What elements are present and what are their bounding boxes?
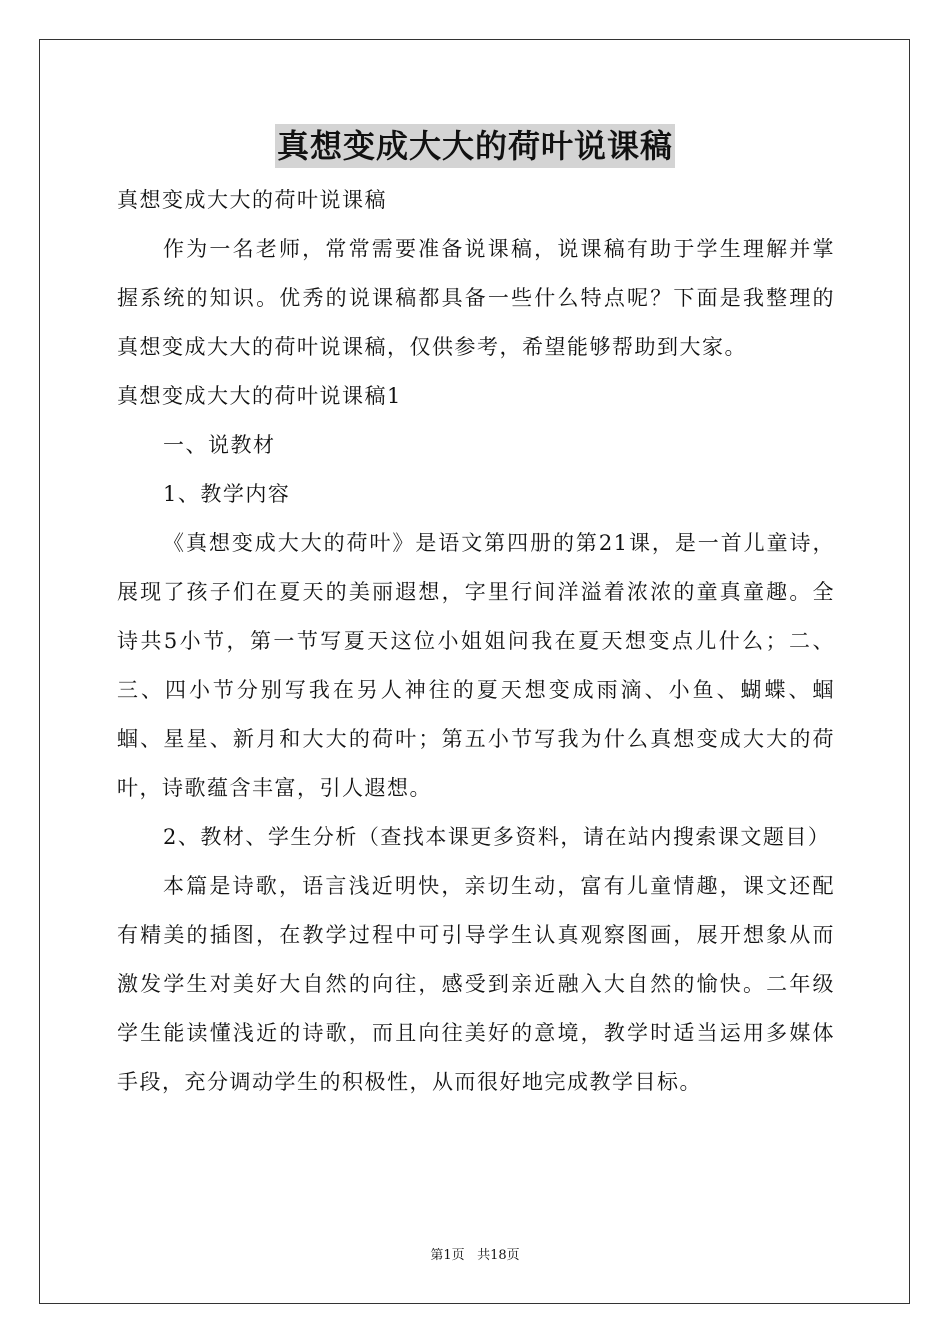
document-body: [117, 176, 835, 1107]
page-footer: [0, 1246, 950, 1266]
heading-teaching-content: 1、教学内容: [163, 482, 291, 506]
heading-material-analysis: 2、教材、学生分析（查找本课更多资料，请在站内搜索课文题目）: [163, 825, 831, 849]
paragraph-material-analysis: 本篇是诗歌，语言浅近明快，亲切生动，富有儿童情趣，课文还配有精美的插图，在教学过程中可引导学生认真观察图画，展开想象从而激发学生对美好大自然的向往，感受到亲近融入大自然的愉快。二年级学生能读懂浅近的诗歌，而且向往美好的意境，教学时适当运用多媒体手段，充分调动学生的积极性，从而很好地完成教学目标。: [117, 874, 835, 1094]
paragraph-subtitle: 真想变成大大的荷叶说课稿: [117, 188, 387, 212]
title-container: [0, 124, 950, 168]
document-title: 真想变成大大的荷叶说课稿: [275, 124, 675, 168]
page-number: 第1页: [430, 1248, 465, 1263]
page-total: 共18页: [477, 1248, 520, 1263]
heading-shuo-jiaocai: 一、说教材: [163, 433, 276, 457]
paragraph-intro: 作为一名老师，常常需要准备说课稿，说课稿有助于学生理解并掌握系统的知识。优秀的说课稿都具备一些什么特点呢？下面是我整理的真想变成大大的荷叶说课稿，仅供参考，希望能够帮助到大家。: [117, 237, 835, 359]
paragraph-teaching-content: 《真想变成大大的荷叶》是语文第四册的第21课，是一首儿童诗，展现了孩子们在夏天的美丽遐想，字里行间洋溢着浓浓的童真童趣。全诗共5小节，第一节写夏天这位小姐姐问我在夏天想变点儿什么；二、三、四小节分别写我在另人神往的夏天想变成雨滴、小鱼、蝴蝶、蝈蝈、星星、新月和大大的荷叶；第五小节写我为什么真想变成大大的荷叶，诗歌蕴含丰富，引人遐想。: [117, 531, 835, 800]
section-heading: 真想变成大大的荷叶说课稿1: [117, 384, 402, 408]
